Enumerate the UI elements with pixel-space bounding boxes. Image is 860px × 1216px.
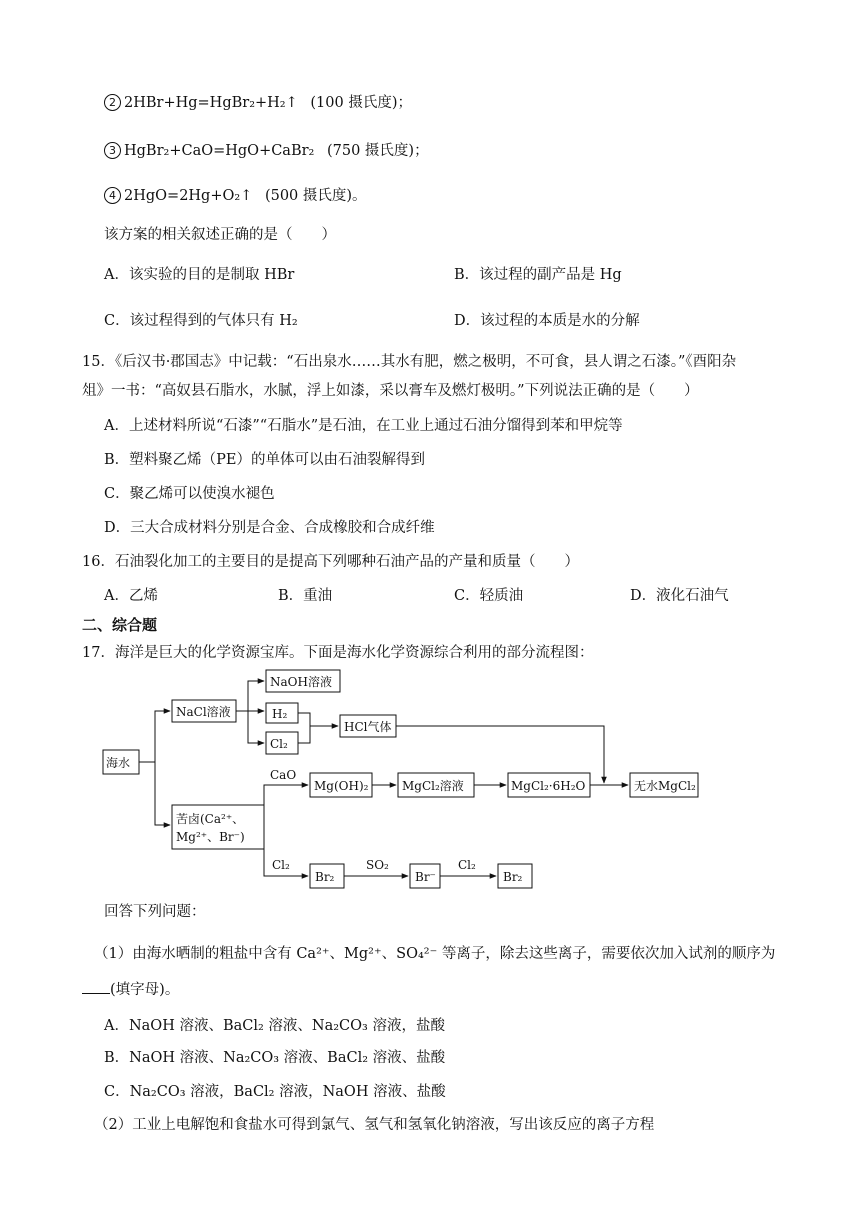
flow-so2-label: SO₂ (366, 858, 389, 872)
flow-br-ion: Br⁻ (415, 870, 436, 884)
q17-part2: （2）工业上电解饱和食盐水可得到氯气、氢气和氢氧化钠溶液，写出该反应的离子方程 (94, 1117, 655, 1133)
q17-part1-option-c: C．Na₂CO₃ 溶液，BaCl₂ 溶液，NaOH 溶液、盐酸 (104, 1084, 446, 1100)
reaction-3 (104, 141, 429, 161)
q17-answer-intro: 回答下列问题： (104, 904, 206, 920)
q14-option-b: B．该过程的副产品是 Hg (454, 267, 622, 283)
q16-option-d: D．液化石油气 (630, 588, 729, 604)
q15-option-b: B．塑料聚乙烯（PE）的单体可以由石油裂解得到 (104, 452, 425, 468)
q16-option-c: C．轻质油 (454, 588, 524, 604)
flow-brine-line2: Mg²⁺、Br⁻) (176, 830, 245, 844)
flow-brine-line1: 苦卤(Ca²⁺、 (176, 812, 245, 826)
flow-hcl: HCl气体 (344, 720, 392, 734)
flow-cl2-label: Cl₂ (272, 858, 290, 872)
flow-cl2: Cl₂ (270, 737, 288, 751)
reaction-condition: (500 摄氏度)。 (264, 188, 367, 204)
circled-number: 2 (104, 94, 121, 111)
q15-option-a: A．上述材料所说“石漆”“石脂水”是石油，在工业上通过石油分馏得到苯和甲烷等 (104, 418, 623, 434)
answer-blank[interactable] (82, 993, 110, 994)
q17-stem: 17．海洋是巨大的化学资源宝库。下面是海水化学资源综合利用的部分流程图： (82, 645, 594, 661)
reaction-equation: 2HBr+Hg=HgBr₂+H₂↑ (124, 95, 298, 111)
q14-stem: 该方案的相关叙述正确的是（ ） (104, 227, 336, 243)
flow-br2: Br₂ (315, 870, 335, 884)
q17-part1-line2-text: (填字母)。 (110, 982, 180, 998)
flow-nacl: NaCl溶液 (176, 705, 231, 719)
circled-number: 3 (104, 142, 121, 159)
reaction-4 (104, 186, 367, 206)
reaction-condition: (100 摄氏度)； (310, 95, 412, 111)
flow-h2: H₂ (272, 707, 288, 721)
circled-number: 4 (104, 187, 121, 204)
section-heading: 二、综合题 (82, 616, 158, 634)
q16-stem: 16．石油裂化加工的主要目的是提高下列哪种石油产品的产量和质量（ ） (82, 554, 579, 570)
flow-mgcl2-solution: MgCl₂溶液 (402, 779, 464, 793)
flow-mgcl2-hydrate: MgCl₂·6H₂O (511, 779, 586, 793)
q15-stem-line1: 15．《后汉书·郡国志》中记载：“石出泉水……其水有肥，燃之极明，不可食，县人谓之石漆。”《酉阳杂 (82, 354, 737, 370)
q14-option-d: D．该过程的本质是水的分解 (454, 313, 640, 329)
q17-part1-option-a: A．NaOH 溶液、BaCl₂ 溶液、Na₂CO₃ 溶液，盐酸 (104, 1018, 445, 1034)
q14-option-a: A．该实验的目的是制取 HBr (104, 267, 295, 283)
reaction-equation: HgBr₂+CaO=HgO+CaBr₂ (124, 143, 315, 159)
reaction-equation: 2HgO=2Hg+O₂↑ (124, 188, 253, 204)
q16-option-b: B．重油 (278, 588, 333, 604)
reaction-condition: (750 摄氏度)； (326, 143, 429, 159)
q16-option-a: A．乙烯 (104, 588, 158, 604)
flow-seawater: 海水 (106, 756, 131, 770)
q17-part1-option-b: B．NaOH 溶液、Na₂CO₃ 溶液、BaCl₂ 溶液、盐酸 (104, 1050, 446, 1066)
flow-diagram (0, 665, 860, 895)
q15-option-c: C．聚乙烯可以使溴水褪色 (104, 486, 275, 502)
q15-stem-line2: 俎》一书：“高奴县石脂水，水腻，浮上如漆，采以膏车及燃灯极明。”下列说法正确的是（ ） (82, 383, 699, 399)
flow-br2-final: Br₂ (503, 870, 523, 884)
q14-option-c: C．该过程得到的气体只有 H₂ (104, 313, 298, 329)
flow-naoh: NaOH溶液 (270, 675, 332, 689)
flow-cl2-label-2: Cl₂ (458, 858, 476, 872)
q17-part1-line2 (82, 980, 179, 1000)
flow-anhydrous-mgcl2: 无水MgCl₂ (634, 779, 696, 793)
reaction-2 (104, 93, 412, 113)
q17-part1-line1: （1）由海水晒制的粗盐中含有 Ca²⁺、Mg²⁺、SO₄²⁻ 等离子，除去这些离子，需要依次加入试剂的顺序为 (94, 946, 776, 962)
q15-option-d: D．三大合成材料分别是合金、合成橡胶和合成纤维 (104, 520, 435, 536)
flow-cao-label: CaO (270, 768, 297, 782)
flow-mgoh2: Mg(OH)₂ (314, 779, 369, 793)
